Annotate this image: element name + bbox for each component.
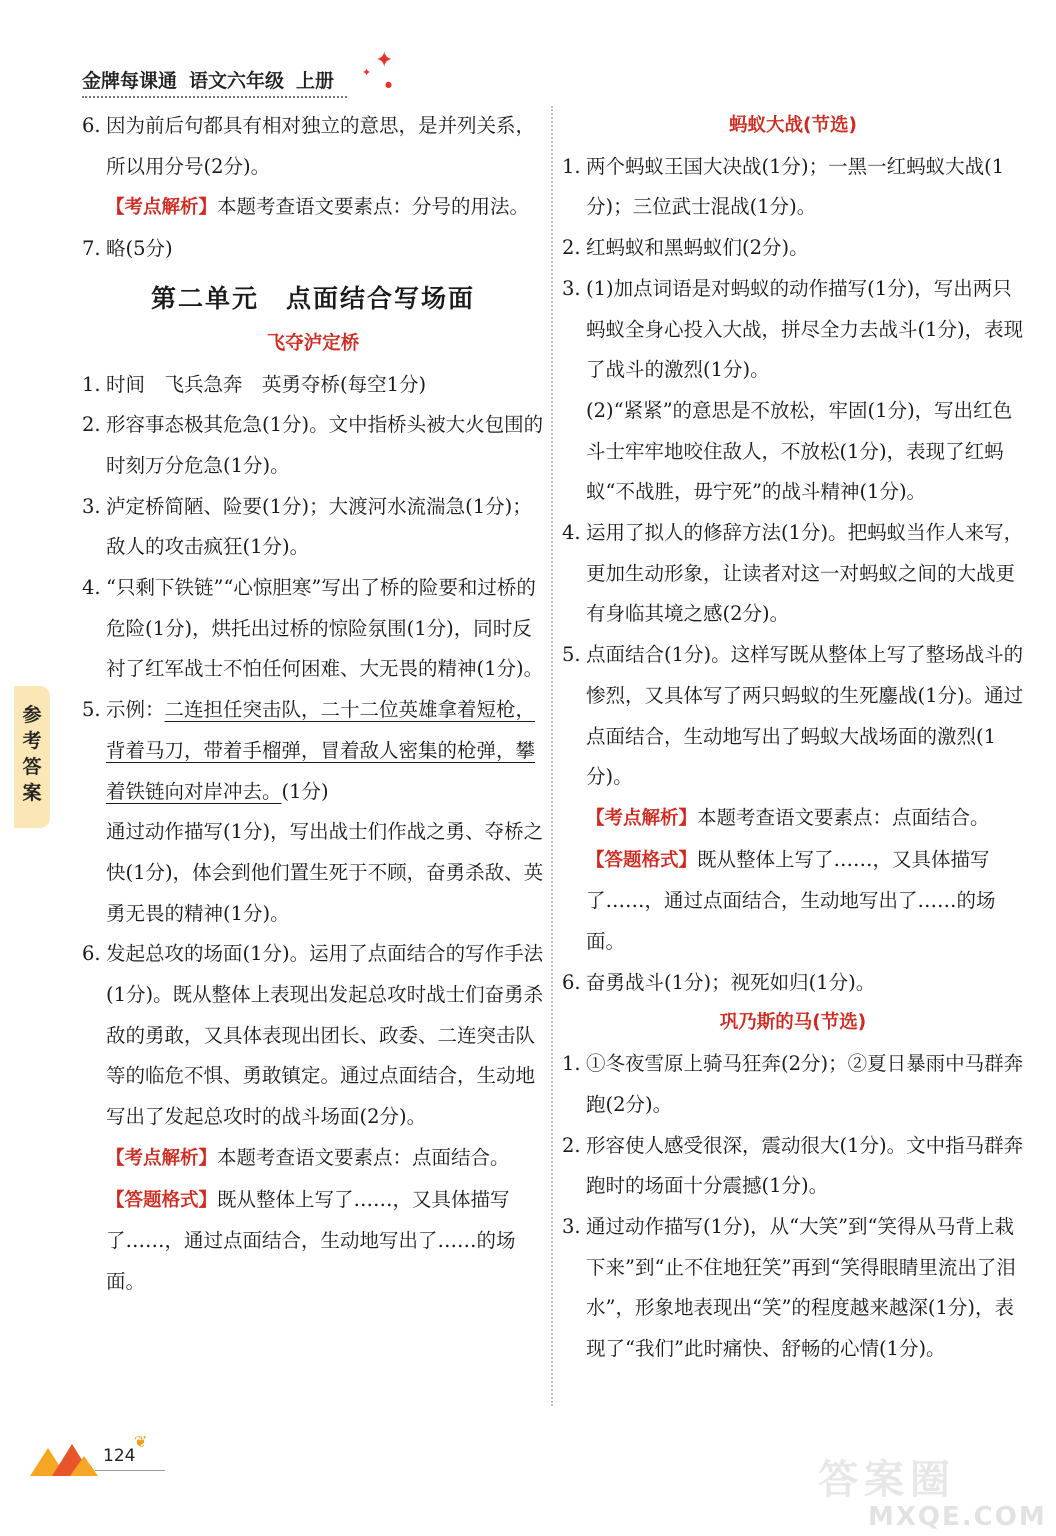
analysis-note xyxy=(562,798,1024,840)
answer-item xyxy=(562,269,1024,391)
side-tab-label: 参考答案 xyxy=(22,704,42,804)
watermark xyxy=(812,1448,1056,1536)
analysis-text: 本题考查语文要素点：分号的用法。 xyxy=(217,195,530,219)
item-number: 2. xyxy=(562,236,581,260)
item-number: 4. xyxy=(562,521,581,545)
analysis-note xyxy=(82,1138,544,1180)
answer-item xyxy=(562,635,1024,798)
analysis-tag: 【考点解析】 xyxy=(106,197,218,219)
analysis-tag: 【考点解析】 xyxy=(106,1147,218,1169)
item-text: 形容事态极其危急(1分)。文中指桥头被大火包围的时刻万分危急(1分)。 xyxy=(106,413,544,477)
unit-title: 第二单元 点面结合写场面 xyxy=(150,283,475,313)
item-number: 3. xyxy=(82,494,101,518)
example-prefix: 示例： xyxy=(106,698,165,722)
answer-item xyxy=(562,1044,1024,1125)
item-number: 6. xyxy=(82,114,101,137)
item-text: 奋勇战斗(1分)；视死如归(1分)。 xyxy=(586,970,876,994)
header-brand: 金牌每课通 xyxy=(82,70,178,92)
page-number: 124 xyxy=(103,1446,136,1466)
item-number: 1. xyxy=(562,154,581,178)
analysis-text: 本题考查语文要素点：点面结合。 xyxy=(217,1145,510,1169)
answer-item xyxy=(82,106,544,187)
page-header xyxy=(82,48,394,100)
item-text: 形容使人感受很深，震动很大(1分)。文中指马群奔跑时的场面十分震撼(1分)。 xyxy=(586,1133,1024,1198)
item-text: 因为前后句都具有相对独立的意思，是并列关系，所以用分号(2分)。 xyxy=(106,114,536,178)
format-text: 既从整体上写了……，又具体描写了……，通过点面结合，生动地写出了……的场面。 xyxy=(106,1187,516,1293)
item-number: 5. xyxy=(82,698,101,722)
item-number: 1. xyxy=(562,1052,581,1076)
answer-format-note xyxy=(82,1180,544,1303)
header-title xyxy=(82,66,346,93)
section-title: 蚂蚁大战(节选) xyxy=(729,115,857,136)
section-title: 飞夺泸定桥 xyxy=(266,332,360,354)
answer-item xyxy=(562,1207,1024,1370)
item-text: 点面结合(1分)。这样写既从整体上写了整场战斗的惨烈，又具体写了两只蚂蚁的生死鏖战(1分)。通过点面结合，生动地写出了蚂蚁大战场面的激烈(1分)。 xyxy=(586,643,1024,789)
analysis-tag: 【考点解析】 xyxy=(586,807,698,829)
item-number: 6. xyxy=(82,942,101,966)
answer-item xyxy=(82,568,544,690)
answer-item xyxy=(82,934,544,1138)
analysis-text: 本题考查语文要素点：点面结合。 xyxy=(697,805,990,829)
explanation-paragraph: 通过动作描写(1分)，写出战士们作战之勇、夺桥之快(1分)，体会到他们置生死于不顾，奋勇杀敌、英勇无畏的精神(1分)。 xyxy=(106,820,544,925)
underlined-quote: 二连担任突击队，二十二位英雄拿着短枪，背着马刀，带着手榴弹，冒着敌人密集的枪弹，攀着铁链向对岸冲去。 xyxy=(106,698,536,803)
answer-item xyxy=(562,1126,1024,1207)
item-number: 3. xyxy=(562,276,581,300)
header-dotted-rule xyxy=(82,96,347,98)
item-number: 7. xyxy=(82,237,101,261)
answer-item xyxy=(82,487,544,568)
format-tag: 【答题格式】 xyxy=(586,849,698,871)
sub-answer-paragraph: (2)“紧紧”的意思是不放松，牢固(1分)，写出红色斗士牢牢地咬住敌人，不放松(1分)，表现了红蚂蚁“不战胜，毋宁死”的战斗精神(1分)。 xyxy=(586,398,1013,504)
column-divider xyxy=(551,106,553,1406)
small-sparkle-icon: ✦ xyxy=(362,66,372,79)
answer-item xyxy=(562,513,1024,635)
item-number: 4. xyxy=(82,576,101,600)
left-column xyxy=(82,106,544,1303)
section-title: 巩乃斯的马(节选) xyxy=(719,1012,867,1034)
item-number: 6. xyxy=(562,970,581,994)
side-tab xyxy=(14,686,50,828)
header-subject: 语文六年级 xyxy=(189,70,285,92)
answer-item xyxy=(82,365,544,406)
analysis-note xyxy=(82,187,544,229)
answer-item xyxy=(82,405,544,486)
swoosh-icon: ❦ xyxy=(134,1432,148,1451)
answer-item xyxy=(562,147,1024,228)
answer-item xyxy=(82,229,544,270)
format-tag: 【答题格式】 xyxy=(106,1189,218,1211)
format-text: 既从整体上写了……，又具体描写了……，通过点面结合，生动地写出了……的场面。 xyxy=(586,847,996,954)
item-text: 两个蚂蚁王国大决战(1分)；一黑一红蚂蚁大战(1分)；三位武士混战(1分)。 xyxy=(586,154,1005,219)
item-number: 5. xyxy=(562,643,581,667)
header-volume: 上册 xyxy=(296,70,335,92)
item-text: ①冬夜雪原上骑马狂奔(2分)；②夏日暴雨中马群奔跑(2分)。 xyxy=(586,1052,1024,1116)
item-number: 2. xyxy=(562,1133,581,1157)
answer-item xyxy=(82,690,544,812)
answer-format-note xyxy=(562,840,1024,963)
item-number: 3. xyxy=(562,1214,581,1238)
watermark-glyphs: 答案圈 xyxy=(818,1457,956,1503)
answer-item xyxy=(562,963,1024,1004)
item-text: 发起总攻的场面(1分)。运用了点面结合的写作手法(1分)。既从整体上表现出发起总攻时战士们奋勇杀敌的勇敢，又具体表现出团长、政委、二连突击队等的临危不惧、勇敢镇定。通过点面结合，生动地写出了发起总攻时的战斗场面(2分)。 xyxy=(106,942,544,1129)
item-text: 运用了拟人的修辞方法(1分)。把蚂蚁当作人来写，更加生动形象，让读者对这一对蚂蚁之间的大战更有身临其境之感(2分)。 xyxy=(586,521,1024,626)
sparkle-star-icon: ✦ xyxy=(375,48,394,73)
item-number: 2. xyxy=(82,413,101,437)
item-text: 通过动作描写(1分)，从“大笑”到“笑得从马背上栽下来”到“止不住地狂笑”再到“笑得眼睛里流出了泪水”，形象地表现出“笑”的程度越来越深(1分)，表现了“我们”此时痛快、舒畅的心情(1分)。 xyxy=(586,1214,1016,1361)
answer-item xyxy=(562,228,1024,269)
item-number: 1. xyxy=(82,372,101,396)
item-text: “只剩下铁链”“心惊胆寒”写出了桥的险要和过桥的危险(1分)，烘托出过桥的惊险氛围(1分)，同时反衬了红军战士不怕任何困难、大无畏的精神(1分)。 xyxy=(106,576,544,681)
score-suffix: (1分) xyxy=(281,779,329,803)
item-text: 时间 飞兵急奔 英勇夺桥(每空1分) xyxy=(106,372,427,396)
item-text: 略(5分) xyxy=(106,237,173,261)
watermark-url: MXQE.COM xyxy=(868,1502,1047,1532)
dot-sparkle-icon: ● xyxy=(385,80,392,89)
item-text: (1)加点词语是对蚂蚁的动作描写(1分)，写出两只蚂蚁全身心投入大战，拼尽全力去战斗(1分)，表现了战斗的激烈(1分)。 xyxy=(586,276,1024,382)
item-text: 红蚂蚁和黑蚂蚁们(2分)。 xyxy=(586,236,809,260)
footer-rule xyxy=(95,1470,165,1471)
mountain-logo-icon xyxy=(30,1442,100,1476)
right-column xyxy=(562,106,1024,1370)
item-text: 泸定桥简陋、险要(1分)；大渡河水流湍急(1分)；敌人的攻击疯狂(1分)。 xyxy=(106,494,532,559)
